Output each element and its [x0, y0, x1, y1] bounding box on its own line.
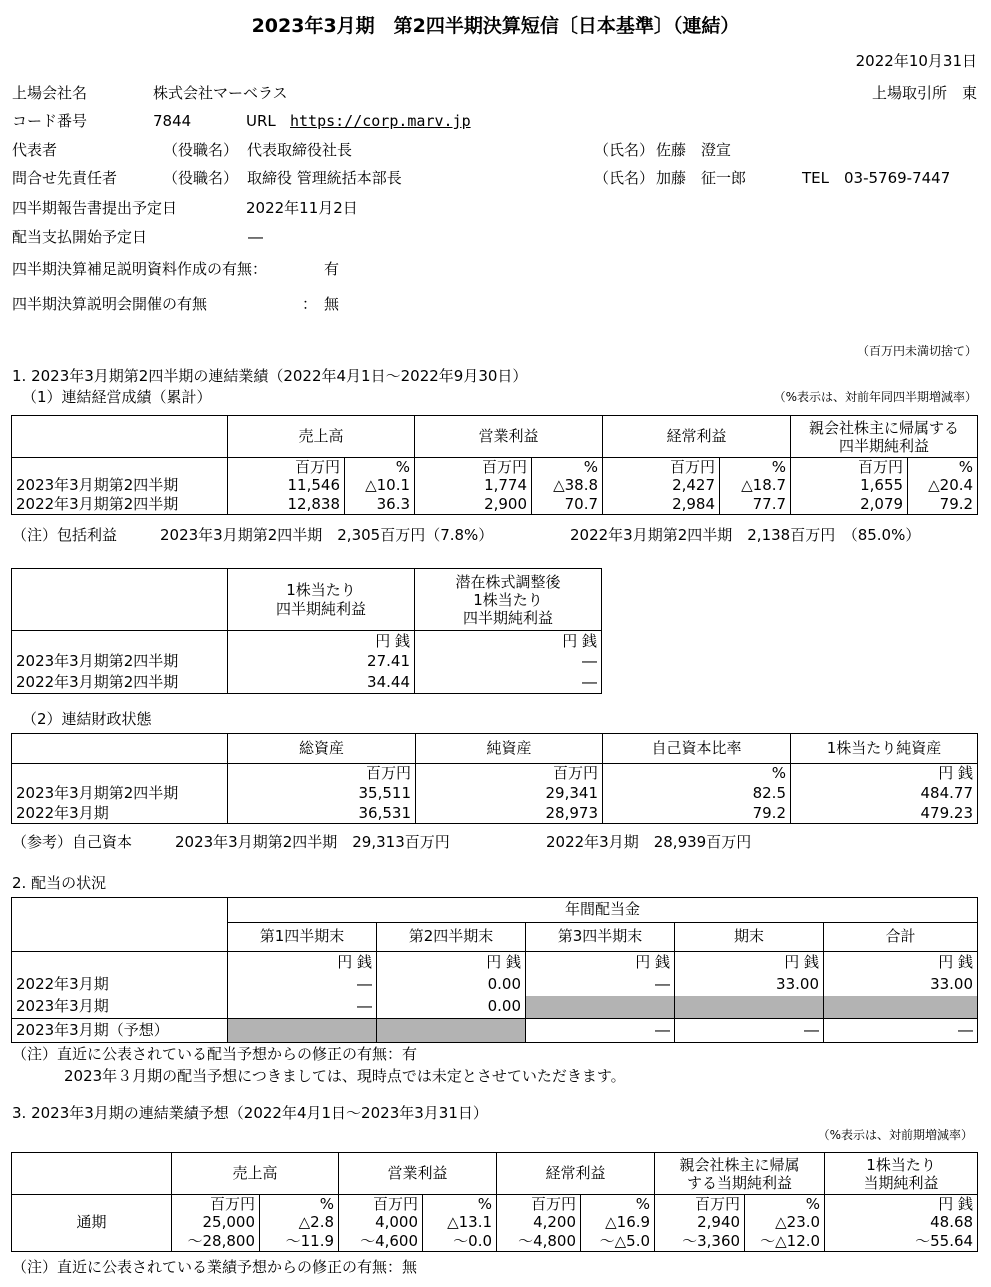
dividend-revision-note: （注）直近に公表されている配当予想からの修正の有無：有: [12, 1045, 418, 1063]
financial-position-heading: （2）連結財政状態: [22, 710, 152, 728]
unit-cell: 百万円: [339, 1195, 423, 1214]
unit-cell: %: [260, 1195, 339, 1214]
quarterly-report-date: 2022年11月2日: [246, 199, 358, 217]
supplementary-label: 四半期決算補足説明資料作成の有無：: [12, 260, 268, 278]
unit-cell: 円 銭: [526, 952, 675, 974]
unit-cell: 円 銭: [675, 952, 824, 974]
operating-results-table: [11, 415, 978, 515]
unit-cell: 百万円: [228, 458, 345, 477]
report-date: 2022年10月31日: [855, 52, 977, 70]
unit-cell: %: [603, 764, 791, 784]
header-bps: 1株当たり純資産: [791, 734, 978, 764]
table-row: 2022年3月期第2四半期 12,838 36.3 2,900 70.7 2,984 77.7 2,079 79.2: [12, 496, 978, 515]
dividends-table: [11, 897, 978, 1043]
unit-cell: 百万円: [603, 458, 720, 477]
unit-cell: 円 銭: [825, 1195, 978, 1214]
comprehensive-income-current: 2023年3月期第2四半期 2,305百万円（7.8%）: [160, 526, 494, 544]
header-q2-end: 第2四半期末: [377, 923, 526, 952]
unit-cell: %: [423, 1195, 497, 1214]
table-row: 2023年3月期 ― 0.00: [12, 996, 978, 1019]
header-q3-end: 第3四半期末: [526, 923, 675, 952]
company-name: 株式会社マーベラス: [153, 84, 288, 102]
rep-title: 代表取締役社長: [247, 141, 353, 159]
forecast-revision-note: （注）直近に公表されている業績予想からの修正の有無：無: [12, 1258, 418, 1276]
unit-cell: 円 銭: [415, 631, 602, 652]
comprehensive-income-prior: 2022年3月期第2四半期 2,138百万円 （85.0%）: [570, 526, 921, 544]
unit-cell: %: [908, 458, 978, 477]
header-year-end: 期末: [675, 923, 824, 952]
dividend-start-date: ―: [248, 228, 263, 246]
section1-heading: 1. 2023年3月期第2四半期の連結業績（2022年4月1日～2022年9月30日）: [12, 367, 528, 385]
header-ordinary-profit: 経常利益: [603, 416, 791, 458]
header-operating-profit: 営業利益: [339, 1153, 497, 1195]
contact-name: 加藤 征一郎: [656, 169, 747, 187]
briefing-value: 無: [324, 295, 340, 313]
url-label: URL: [246, 112, 276, 130]
contact-title: 取締役 管理統括本部長: [247, 169, 402, 187]
full-year-label: 通期: [12, 1195, 172, 1252]
dividend-forecast-note: 2023年３月期の配当予想につきましては、現時点では未定とさせていただきます。: [64, 1067, 626, 1085]
unit-cell: 百万円: [172, 1195, 260, 1214]
supplementary-value: 有: [324, 260, 340, 278]
equity-ref-label: （参考）自己資本: [12, 833, 133, 851]
unit-cell: 円 銭: [377, 952, 526, 974]
operating-results-heading: （1）連結経営成績（累計）: [22, 388, 212, 406]
unit-note: （百万円未満切捨て）: [856, 344, 977, 358]
company-name-label: 上場会社名: [12, 84, 88, 102]
unit-cell: 百万円: [791, 458, 908, 477]
table-row: 25,000 △2.8 4,000 △13.1 4,200 △16.9 2,940 △23.0 48.68: [12, 1214, 978, 1233]
briefing-label: 四半期決算説明会開催の有無: [12, 295, 208, 313]
equity-ref-prior: 2022年3月期 28,939百万円: [546, 833, 752, 851]
header-net-profit: 親会社株主に帰属 する当期純利益: [655, 1153, 825, 1195]
header-sales: 売上高: [172, 1153, 339, 1195]
contact-name-label: （氏名）: [594, 169, 655, 187]
table-row: 2022年3月期 36,531 28,973 79.2 479.23: [12, 804, 978, 824]
header-sales: 売上高: [228, 416, 415, 458]
header-operating-profit: 営業利益: [415, 416, 603, 458]
table-row: 2023年3月期第2四半期 11,546 △10.1 1,774 △38.8 2,427 △18.7 1,655 △20.4: [12, 477, 978, 496]
table-row: 2022年3月期第2四半期 34.44 ―: [12, 673, 602, 694]
dividend-date-label: 配当支払開始予定日: [12, 228, 148, 246]
briefing-colon: ：: [302, 295, 318, 313]
table-row: 2023年3月期（予想） ― ― ―: [12, 1019, 978, 1043]
section2-heading: 2. 配当の状況: [12, 874, 107, 892]
header-eps: 1株当たり 四半期純利益: [228, 569, 415, 631]
unit-cell: %: [345, 458, 415, 477]
header-total: 合計: [824, 923, 978, 952]
contact-title-label: （役職名）: [163, 169, 239, 187]
unit-cell: 円 銭: [228, 631, 415, 652]
stock-exchange: 上場取引所 東: [871, 84, 977, 102]
company-url-link[interactable]: https://corp.marv.jp: [290, 112, 471, 130]
unit-cell: 円 銭: [228, 952, 377, 974]
header-net-profit: 親会社株主に帰属する 四半期純利益: [791, 416, 978, 458]
percent-note: （%表示は、対前年同四半期増減率）: [773, 390, 977, 404]
header-equity-ratio: 自己資本比率: [603, 734, 791, 764]
unit-cell: 百万円: [416, 764, 603, 784]
contact-label: 問合せ先責任者: [12, 169, 118, 187]
contact-tel: TEL 03-5769-7447: [802, 169, 951, 187]
unit-cell: %: [532, 458, 603, 477]
unit-cell: 百万円: [228, 764, 416, 784]
rep-name-label: （氏名）: [594, 141, 655, 159]
unit-cell: 円 銭: [791, 764, 978, 784]
code-label: コード番号: [12, 112, 88, 130]
forecast-table: [11, 1152, 978, 1252]
unit-cell: %: [745, 1195, 825, 1214]
header-total-assets: 総資産: [228, 734, 416, 764]
table-row: 2022年3月期 ― 0.00 ― 33.00 33.00: [12, 974, 978, 996]
unit-cell: 円 銭: [824, 952, 978, 974]
unit-cell: 百万円: [655, 1195, 745, 1214]
comprehensive-income-label: （注）包括利益: [12, 526, 118, 544]
table-row: ～28,800 ～11.9 ～4,600 ～0.0 ～4,800 ～△5.0 ～3,360 ～△12.0 ～55.64: [12, 1233, 978, 1252]
equity-ref-current: 2023年3月期第2四半期 29,313百万円: [175, 833, 450, 851]
eps-table: [11, 568, 602, 694]
unit-cell: %: [720, 458, 791, 477]
header-annual-dividend: 年間配当金: [228, 898, 978, 923]
unit-cell: %: [581, 1195, 655, 1214]
table-row: 2023年3月期第2四半期 35,511 29,341 82.5 484.77: [12, 784, 978, 804]
forecast-percent-note: （%表示は、対前期増減率）: [817, 1128, 973, 1142]
financial-position-table: [11, 733, 978, 824]
report-date-label: 四半期報告書提出予定日: [12, 199, 178, 217]
document-title: 2023年3月期 第2四半期決算短信〔日本基準〕（連結）: [251, 15, 740, 37]
table-row: 2023年3月期第2四半期 27.41 ―: [12, 652, 602, 673]
header-forecast-eps: 1株当たり 当期純利益: [825, 1153, 978, 1195]
header-q1-end: 第1四半期末: [228, 923, 377, 952]
representative-label: 代表者: [12, 141, 58, 159]
header-net-assets: 純資産: [416, 734, 603, 764]
rep-title-label: （役職名）: [163, 141, 239, 159]
section3-heading: 3. 2023年3月期の連結業績予想（2022年4月1日～2023年3月31日）: [12, 1104, 488, 1122]
header-diluted-eps: 潜在株式調整後 1株当たり 四半期純利益: [415, 569, 602, 631]
rep-name: 佐藤 澄宣: [656, 141, 732, 159]
header-ordinary-profit: 経常利益: [497, 1153, 655, 1195]
stock-code: 7844: [153, 112, 192, 130]
unit-cell: 百万円: [497, 1195, 581, 1214]
unit-cell: 百万円: [415, 458, 532, 477]
